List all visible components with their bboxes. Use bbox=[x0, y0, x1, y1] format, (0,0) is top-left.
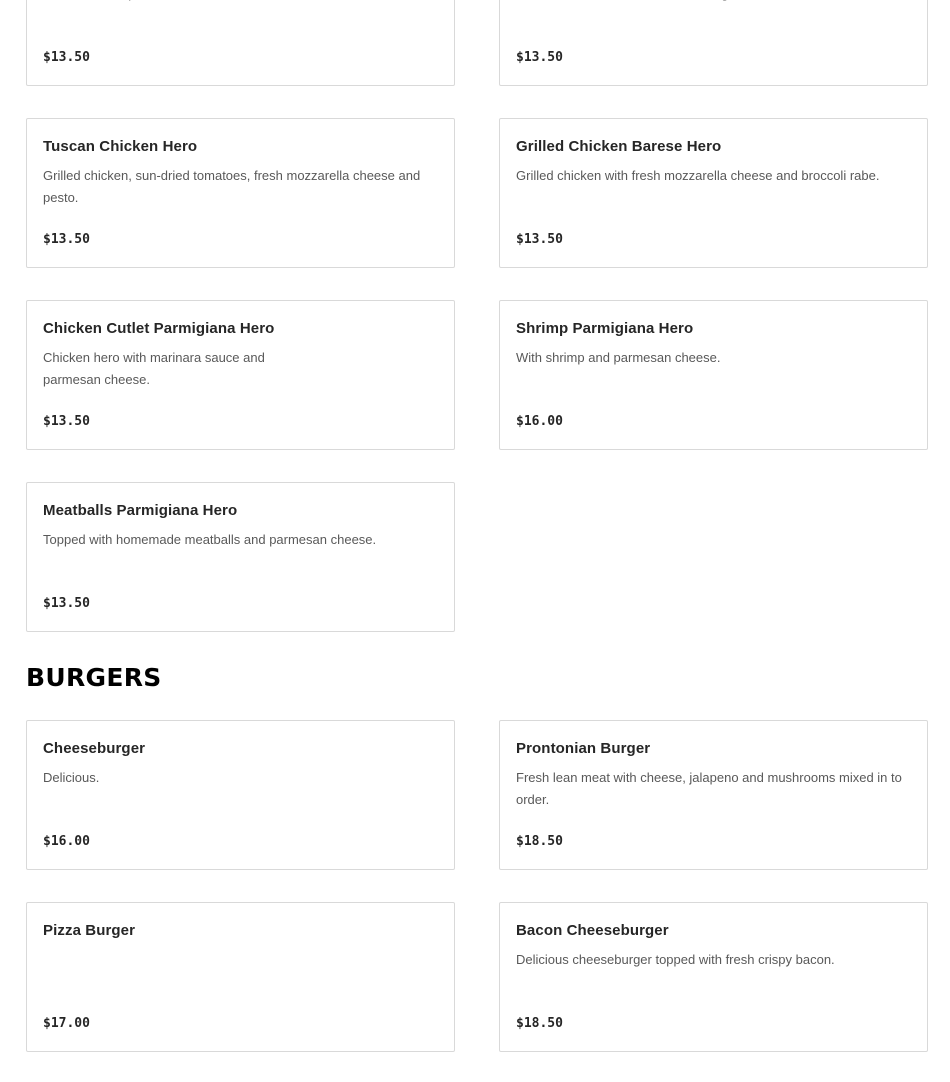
menu-item-card-chicken-cutlet-parmigiana-hero[interactable] bbox=[26, 300, 455, 450]
menu-item-card-meatballs-parmigiana-hero[interactable] bbox=[26, 482, 455, 632]
menu-item-card-bacon-cheeseburger[interactable] bbox=[499, 902, 928, 1052]
menu-item-description: With shrimp and parmesan cheese. bbox=[516, 350, 721, 365]
menu-item-name: Shrimp Parmigiana Hero bbox=[516, 320, 694, 337]
menu-item-price: $13.50 bbox=[43, 50, 90, 65]
menu-item-price: $13.50 bbox=[516, 50, 563, 65]
menu-item-card-grilled-chicken-barese-hero[interactable] bbox=[499, 118, 928, 268]
menu-item-name: Prontonian Burger bbox=[516, 740, 651, 757]
menu-item-name: Chicken Cutlet Parmigiana Hero bbox=[43, 320, 275, 337]
menu-item-price: $18.50 bbox=[516, 1016, 563, 1031]
menu-item-description: Chicken hero with marinara sauce and parmesan cheese. bbox=[43, 350, 265, 387]
menu-item-description: Grilled chicken with fresh mozzarella cheese and broccoli rabe. bbox=[516, 168, 880, 183]
menu-item-price: $16.00 bbox=[516, 414, 563, 429]
menu-item-description bbox=[43, 0, 435, 5]
menu-item-name: Bacon Cheeseburger bbox=[516, 922, 669, 939]
menu-item-description: Delicious cheeseburger topped with fresh crispy bacon. bbox=[516, 952, 835, 967]
menu-item-price: $18.50 bbox=[516, 834, 563, 849]
menu-item-description: Fresh lean meat with cheese, jalapeno and mushrooms mixed in to order. bbox=[516, 770, 902, 807]
menu-item-price: $13.50 bbox=[516, 232, 563, 247]
menu-item-description bbox=[516, 0, 908, 5]
menu-item-card[interactable] bbox=[26, 0, 455, 86]
menu-item-name: Pizza Burger bbox=[43, 922, 136, 939]
section-title-burgers: BURGERS bbox=[26, 663, 162, 692]
menu-item-price: $13.50 bbox=[43, 414, 90, 429]
menu-item-card-cheeseburger[interactable] bbox=[26, 720, 455, 870]
menu-item-card-tuscan-chicken-hero[interactable] bbox=[26, 118, 455, 268]
menu-item-card-pizza-burger[interactable] bbox=[26, 902, 455, 1052]
menu-item-price: $13.50 bbox=[43, 596, 90, 611]
menu-item-card[interactable] bbox=[499, 0, 928, 86]
menu-item-description: Delicious. bbox=[43, 770, 100, 785]
menu-item-price: $17.00 bbox=[43, 1016, 90, 1031]
menu-item-description: Topped with homemade meatballs and parmesan cheese. bbox=[43, 532, 377, 547]
menu-item-price: $16.00 bbox=[43, 834, 90, 849]
menu-item-description: Grilled chicken, sun-dried tomatoes, fresh mozzarella cheese and pesto. bbox=[43, 168, 421, 205]
menu-item-card-shrimp-parmigiana-hero[interactable] bbox=[499, 300, 928, 450]
menu-item-card-prontonian-burger[interactable] bbox=[499, 720, 928, 870]
menu-item-name: Meatballs Parmigiana Hero bbox=[43, 502, 238, 519]
menu-item-price: $13.50 bbox=[43, 232, 90, 247]
menu-item-name: Tuscan Chicken Hero bbox=[43, 138, 198, 155]
menu-item-name: Cheeseburger bbox=[43, 740, 146, 757]
menu-item-name: Grilled Chicken Barese Hero bbox=[516, 138, 722, 155]
